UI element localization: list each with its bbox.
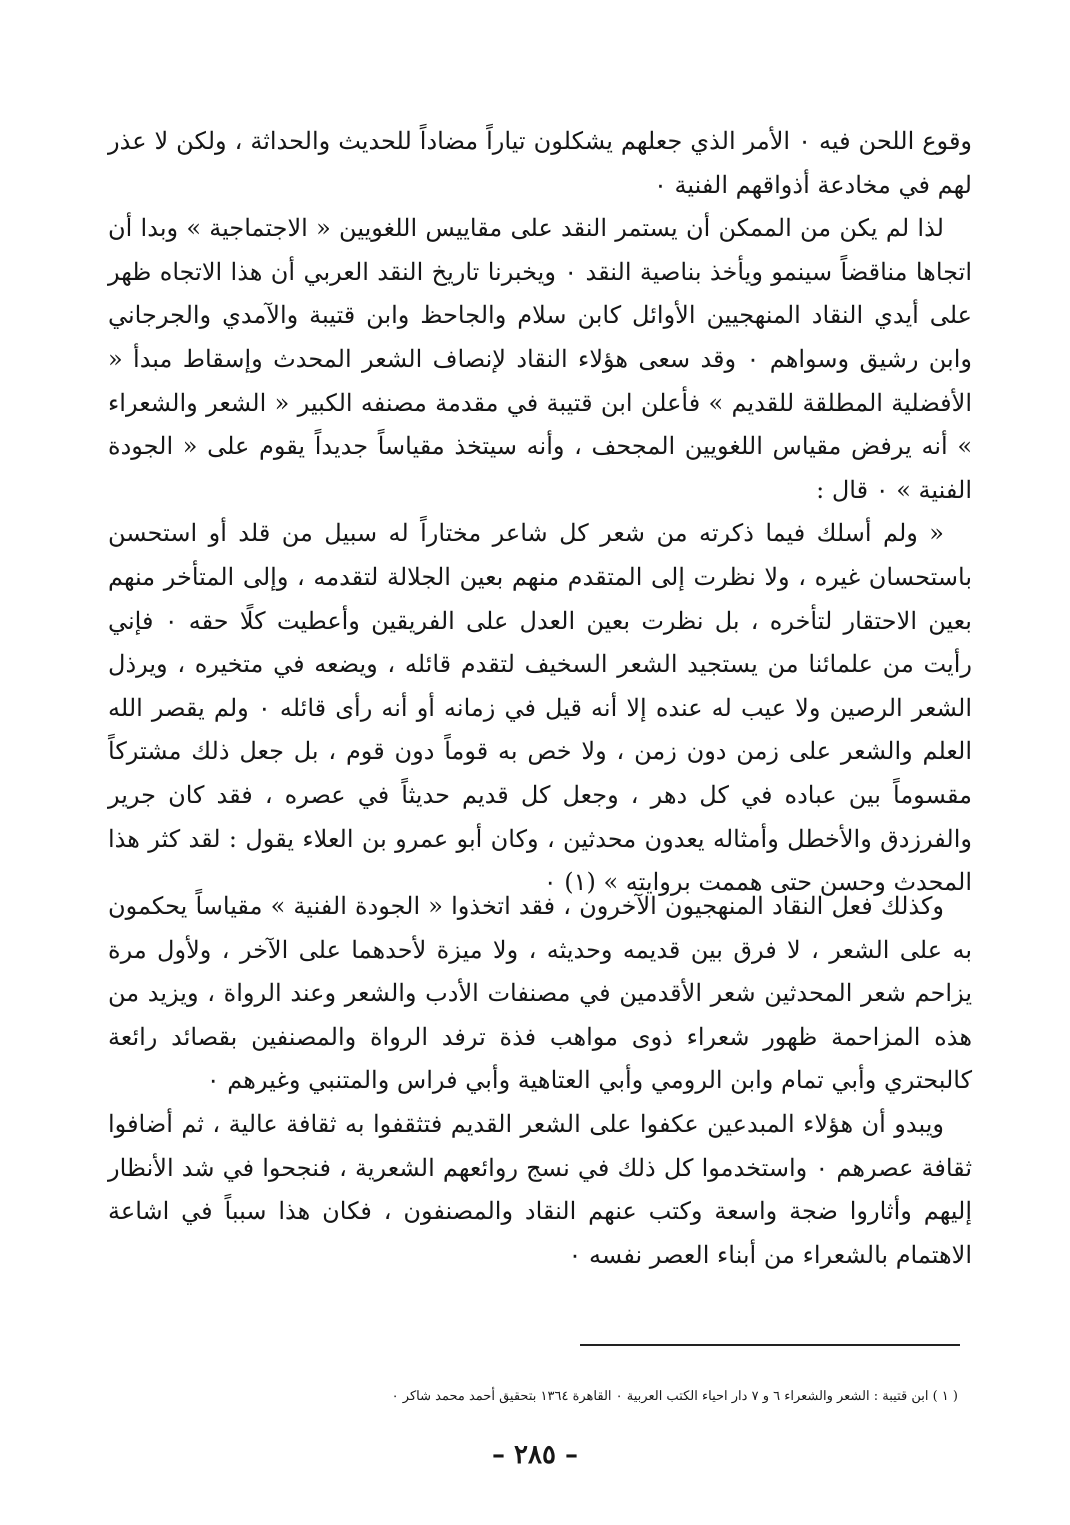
main-text-top xyxy=(108,120,972,905)
paragraph-methodical-critics: وكذلك فعل النقاد المنهجيون الآخرون ، فقد اتخذوا « الجودة الفنية » مقياساً يحكمون به على الشعر ، لا فرق بين قديمه وحديثه ، ولا ميزة لأحدهما على الآخر ، ولأول مرة يزاحم شعر المحدثين شعر الأقدمين في مصنفات الأدب والشعر وعند الرواة ، ويزيد من هذه المزاحمة ظهور شعراء ذوى مواهب فذة ترفد الرواة والمصنفين بقصائد رائعة كالبحتري وأبي تمام وابن الرومي وأبي العتاهية وأبي فراس والمتنبي وغيرهم ٠ xyxy=(108,892,973,1095)
main-text-bottom xyxy=(108,885,972,1277)
paragraph-ibn-qutayba-quote: « ولم أسلك فيما ذكرته من شعر كل شاعر مختاراً له سبيل من قلد أو استحسن باستحسان غيره ، ولا نظرت إلى المتقدم منهم بعين الجلالة لتقدمه ، وإلى المتأخر منهم بعين الاحتقار لتأخره ، بل نظرت بعين العدل على الفريقين وأعطيت كلًا حقه ٠ فإني رأيت من علمائنا من يستجيد الشعر السخيف لتقدم قائله ، ويضعه في متخيره ، ويرذل الشعر الرصين ولا عيب له عنده إلا أنه قيل في زمانه أو أنه رأى قائله ٠ ولم يقصر الله العلم والشعر على زمن دون زمن ، ولا خص به قوماً دون قوم ، بل جعل ذلك مشتركاً مقسوماً بين عباده في كل دهر ، وجعل كل قديم حديثاً في عصره ، فقد كان جرير والفرزدق والأخطل وأمثاله يعدون محدثين ، وكان أبو عمرو بن العلاء يقول : لقد كثر هذا المحدث وحسن حتى هممت بروايته » (١) ٠ xyxy=(108,519,972,897)
footnote-divider xyxy=(580,1344,960,1346)
page-number: – ٢٨٥ – xyxy=(491,1440,579,1470)
paragraph-creative-poets: ويبدو أن هؤلاء المبدعين عكفوا على الشعر القديم فتثقفوا به ثقافة عالية ، ثم أضافوا ثقافة عصرهم ٠ واستخدموا كل ذلك في نسج روائعهم الشعرية ، فنجحوا في شد الأنظار إليهم وأثاروا ضجة واسعة وكتب عنهم النقاد والمصنفون ، فكان هذا سبباً في اشاعة الاهتمام بالشعراء من أبناء العصر نفسه ٠ xyxy=(108,1109,972,1269)
paragraph-continuation: وقوع اللحن فيه ٠ الأمر الذي جعلهم يشكلون تياراً مضاداً للحديث والحداثة ، ولكن لا عذر لهم في مخادعة أذواقهم الفنية ٠ xyxy=(108,127,973,199)
footnote: ( ١ ) ابن قتيبة : الشعر والشعراء ٦ و ٧ دار احياء الكتب العربية ٠ القاهرة ١٣٦٤ بتحقيق أحمد محمد شاكر ٠ xyxy=(391,1389,958,1404)
paragraph-critical-trend: لذا لم يكن من الممكن أن يستمر النقد على مقاييس اللغويين « الاجتماجية » وبدا أن اتجاها مناقضاً سينمو ويأخذ بناصية النقد ٠ ويخبرنا تاريخ النقد العربي أن هذا الاتجاه ظهر على أيدي النقاد المنهجيين الأوائل كابن سلام والجاحظ وابن قتيبة والآمدي والجرجاني وابن رشيق وسواهم ٠ وقد سعى هؤلاء النقاد لإنصاف الشعر المحدث وإسقاط مبدأ « الأفضلية المطلقة للقديم » فأعلن ابن قتيبة في مقدمة مصنفه الكبير « الشعر والشعراء » أنه يرفض مقياس اللغويين المجحف ، وأنه سيتخذ مقياساً جديداً يقوم على « الجودة الفنية » ٠ قال : xyxy=(108,214,972,504)
